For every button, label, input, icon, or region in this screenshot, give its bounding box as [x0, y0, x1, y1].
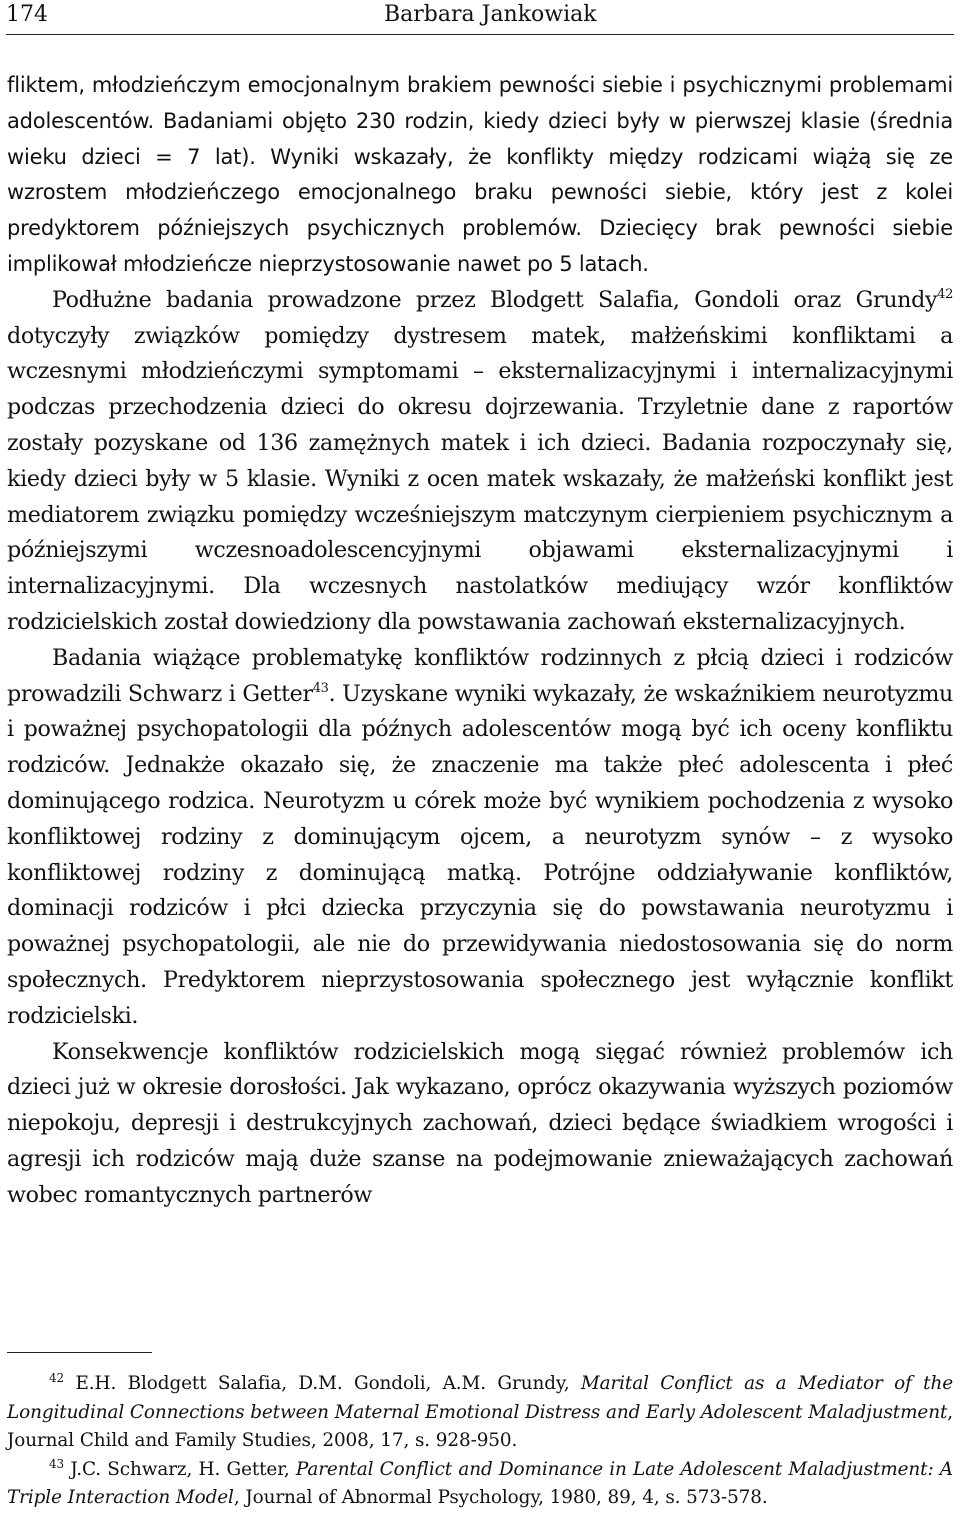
footnote-number: 43 [49, 1456, 65, 1471]
paragraph-text: Konsekwencje konfliktów rodzicielskich mogą sięgać również problemów ich dzieci już w okresie dorosłości. Jak wykazano, oprócz okazywania wyższych poziomów niepokoju, depresji i destrukcyjnych zachowań, dzieci będące świadkiem wrogości i agresji ich rodziców mają duże szanse na podejmowanie znieważających zachowań wobec romantycznych partnerów [7, 1038, 953, 1208]
footnote-title: Parental Conflict and Dominance in Late Adolescent Maladjustment: A Triple Interaction Model [7, 1458, 953, 1508]
running-head: Barbara Jankowiak [384, 2, 597, 27]
body-text [7, 68, 953, 1214]
footnotes [7, 1370, 953, 1513]
paragraph-text: dotyczyły związków pomiędzy dystresem matek, małżeńskimi konfliktami a wczesnymi młodzieńczymi symptomami – eksternalizacyjnymi i internalizacyjnymi podczas przechodzenia dzieci do okresu dojrzewania. Trzyletnie dane z raportów zostały pozyskane od 136 zamężnych matek i ich dzieci. Badania rozpoczynały się, kiedy dzieci były w 5 klasie. Wyniki z ocen matek wskazały, że małżeński konflikt jest mediatorem związku pomiędzy wcześniejszym matczynym cierpieniem psychicznym a późniejszymi wczesnoadolescencyjnymi objawami eksternalizacyjnymi i internalizacyjnymi. Dla wczesnych nastolatków mediujący wzór konfliktów rodzicielskich został dowiedziony dla powstawania zachowań eksternalizacyjnych. [7, 322, 953, 635]
page-number: 174 [6, 2, 48, 27]
paragraph-text: Badania wiążące problematykę konfliktów rodzinnych z płcią dzieci i rodziców prowadzili Schwarz i Getter [7, 644, 953, 707]
footnote-text: , Journal of Abnormal Psychology, 1980, 89, 4, s. 573-578. [233, 1487, 768, 1508]
footnote-ref-42[interactable]: 42 [937, 286, 953, 302]
paragraph-text: fliktem, młodzieńczym emocjonalnym brakiem pewności siebie i psychicznymi problemami adolescentów. Badaniami objęto 230 rodzin, kiedy dzieci były w pierwszej klasie (średnia wieku dzieci = 7 lat). Wyniki wskazały, że konflikty między rodzicami wiążą się ze wzrostem młodzieńczego emocjonalnego braku pewności siebie, który jest z kolei predyktorem późniejszych psychicznych problemów. Dziecięcy brak pewności siebie implikował młodzieńcze nieprzystosowanie nawet po 5 latach. [7, 73, 953, 276]
footnote-ref-43[interactable]: 43 [312, 680, 329, 696]
paragraph-1 [7, 68, 953, 283]
footnote-text: E.H. Blodgett Salafia, D.M. Gondoli, A.M. Grundy, [64, 1373, 581, 1394]
paragraph-3 [7, 641, 953, 1035]
paragraph-text: Podłużne badania prowadzone przez Blodgett Salafia, Gondoli oraz Grundy [52, 286, 938, 313]
paragraph-2 [7, 283, 953, 641]
footnote-42 [7, 1370, 953, 1456]
paragraph-text: . Uzyskane wyniki wykazały, że wskaźnikiem neurotyzmu i poważnej psychopatologii dla późnych adolescentów mogą być ich oceny konfliktu rodziców. Jednakże okazało się, że znaczenie ma także płeć adolescenta i płeć dominującego rodzica. Neurotyzm u córek może być wynikiem pochodzenia z wysoko konfliktowej rodziny z dominującym ojcem, a neurotyzm synów – z wysoko konfliktowej rodziny z dominującą matką. Potrójne oddziaływanie konfliktów, dominacji rodziców i płci dziecka przyczynia się do powstawania neurotyzmu i poważnej psychopatologii, ale nie do przewidywania niedostosowania się do norm społecznych. Predyktorem nieprzystosowania społecznego jest wyłącznie konflikt rodzicielski. [7, 680, 953, 1029]
footnote-43 [7, 1456, 953, 1513]
paragraph-4 [7, 1035, 953, 1214]
footnote-title: Marital Conflict as a Mediator of the Longitudinal Connections between Maternal Emotional Distress and Early Adolescent Maladjustment [7, 1373, 954, 1423]
footnote-divider [7, 1352, 152, 1353]
footnote-number: 42 [49, 1371, 65, 1385]
page-header [6, 0, 954, 35]
footnote-text: , Journal Child and Family Studies, 2008, 17, s. 928-950. [7, 1401, 953, 1451]
footnote-text: J.C. Schwarz, H. Getter, [64, 1458, 296, 1480]
